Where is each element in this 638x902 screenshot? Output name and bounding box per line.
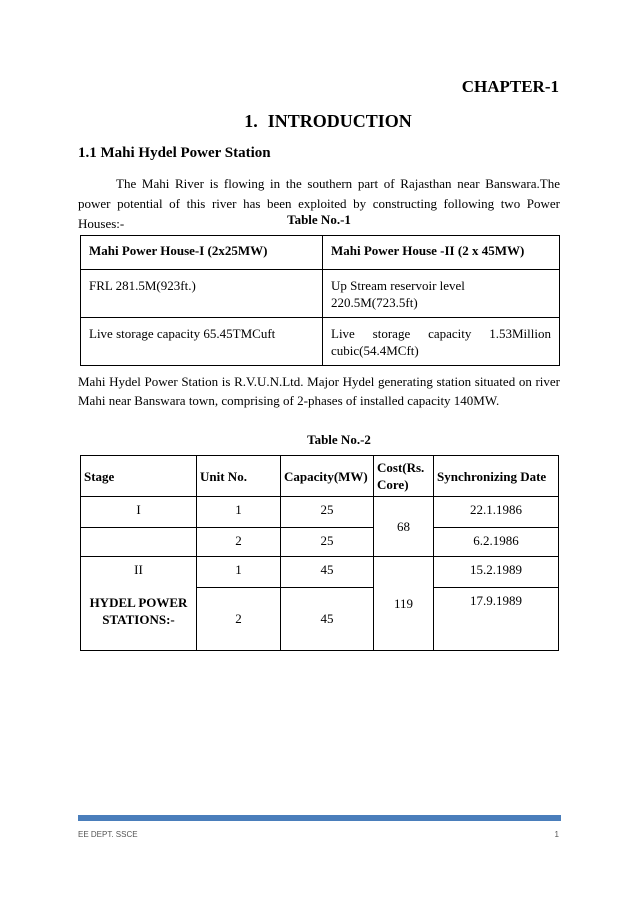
table-cell: 1 <box>197 497 281 528</box>
table-cell: 119 <box>374 557 434 651</box>
table-cell: 2 <box>197 588 281 651</box>
footer-bar <box>78 815 561 821</box>
table-cell: Live storage capacity 65.45TMCuft <box>81 318 323 366</box>
table-cell: 68 <box>374 497 434 557</box>
power-house-table <box>80 235 560 366</box>
table-cell: 22.1.1986 <box>434 497 559 528</box>
table-header-cell: Capacity(MW) <box>281 456 374 497</box>
table-cell: I <box>81 497 197 528</box>
table-cell: 25 <box>281 497 374 528</box>
table-cell: 45 <box>281 588 374 651</box>
table-row <box>81 318 560 366</box>
table-cell: 45 <box>281 557 374 588</box>
table-row <box>81 270 560 318</box>
table-header-row <box>81 236 560 270</box>
introduction-heading <box>0 111 638 132</box>
table-cell: FRL 281.5M(923ft.) <box>81 270 323 318</box>
table-cell: 17.9.1989 <box>434 588 559 651</box>
section-title: 1.1 Mahi Hydel Power Station <box>78 145 271 161</box>
intro-paragraph: The Mahi River is flowing in the southern part of Rajasthan near Banswara.The power potential of this river has been exploited by constructing following two Power Houses:- <box>78 176 560 231</box>
table-header-cell: Unit No. <box>197 456 281 497</box>
table-cell <box>81 528 197 557</box>
station-paragraph: Mahi Hydel Power Station is R.V.U.N.Ltd. Major Hydel generating station situated on river Mahi near Banswara town, comprising of 2-phases of installed capacity 140MW. <box>78 374 560 408</box>
table2-caption: Table No.-2 <box>307 432 371 447</box>
table-header-cell: Cost(Rs. Core) <box>374 456 434 497</box>
chapter-heading: CHAPTER-1 <box>461 77 559 96</box>
table-cell: Up Stream reservoir level 220.5M(723.5ft) <box>323 270 560 318</box>
table-header-row <box>81 456 559 497</box>
table-cell: HYDEL POWER STATIONS:- <box>81 588 197 651</box>
units-table <box>80 455 559 651</box>
table-cell: 1 <box>197 557 281 588</box>
table-cell: 25 <box>281 528 374 557</box>
table-header-cell: Synchronizing Date <box>434 456 559 497</box>
intro-title: INTRODUCTION <box>267 111 412 131</box>
table-row <box>81 528 559 557</box>
page-number: 1 <box>554 830 559 839</box>
table-row <box>81 497 559 528</box>
table-header-cell: Mahi Power House -II (2 x 45MW) <box>323 236 560 270</box>
table1-caption: Table No.-1 <box>287 212 351 227</box>
table-row <box>81 588 559 651</box>
table-cell: 6.2.1986 <box>434 528 559 557</box>
table-cell: 2 <box>197 528 281 557</box>
intro-number: 1. <box>244 111 258 131</box>
table-cell: II <box>81 557 197 588</box>
table-cell: 15.2.1989 <box>434 557 559 588</box>
table-row <box>81 557 559 588</box>
footer-department: EE DEPT. SSCE <box>78 830 138 839</box>
table-header-cell: Stage <box>81 456 197 497</box>
table-header-cell: Mahi Power House-I (2x25MW) <box>81 236 323 270</box>
table-cell: Live storage capacity 1.53Million cubic(54.4MCft) <box>323 318 560 366</box>
